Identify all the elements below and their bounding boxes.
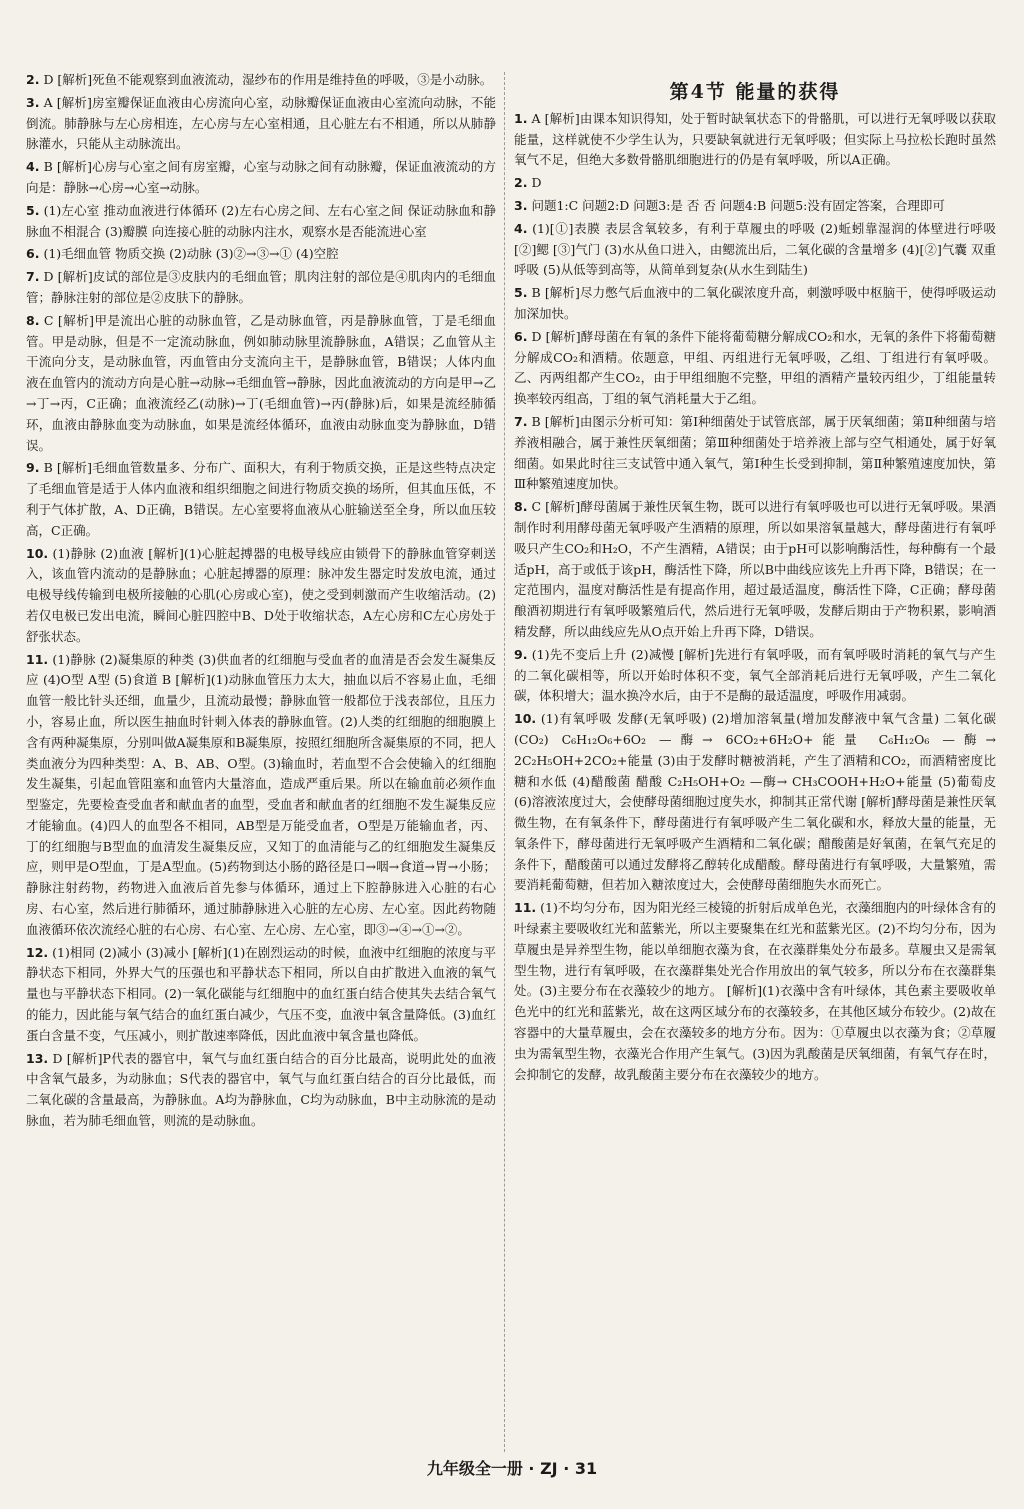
- answer-number: 13.: [26, 1050, 49, 1066]
- answer-text: B [解析]心房与心室之间有房室瓣，心室与动脉之间有动脉瓣，保证血液流动的方向是：静脉→心房→心室→动脉。: [26, 159, 496, 195]
- answer-text: D [解析]死鱼不能观察到血液流动，湿纱布的作用是维持鱼的呼吸，③是小动脉。: [43, 72, 493, 87]
- answer-item: [26, 458, 496, 541]
- answer-item: [514, 196, 996, 217]
- answer-number: 6.: [514, 328, 528, 344]
- answer-item: [514, 645, 996, 707]
- answer-number: 3.: [26, 94, 40, 110]
- answer-number: 9.: [514, 646, 528, 662]
- answer-text: A [解析]由课本知识得知，处于暂时缺氧状态下的骨骼肌，可以进行无氧呼吸以获取能量，这样就使不少学生认为，只要缺氧就进行无氧呼吸；但实际上马拉松长跑时虽然氧气不足，但绝大多数骨骼肌细胞进行的仍是有氧呼吸，所以A正确。: [514, 110, 996, 168]
- answer-text: B [解析]尽力憋气后血液中的二氧化碳浓度升高，刺激呼吸中枢脑干，使得呼吸运动加深加快。: [514, 285, 996, 321]
- answer-item: [26, 93, 496, 155]
- answer-text: (1)相同 (2)减小 (3)减小 [解析](1)在剧烈运动的时候，血液中红细胞的浓度与平静状态下相同，外界大气的压强也和平静状态下相同，所以自由扩散进入血液的氧气量也与平静状态下相同。(2)一氧化碳能与红细胞中的血红蛋白结合使其失去结合氧气的能力，因此能与氧气结合的血红蛋白减少，气压不变，血液中氧含量降低。(3)血红蛋白含量不变，气压减小，则扩散速率降低，因此血液中氧含量也降低。: [26, 944, 496, 1043]
- answer-number: 5.: [26, 202, 40, 218]
- section-title: 第4节 能量的获得: [669, 81, 841, 103]
- answer-item: [514, 219, 996, 281]
- answer-text: A [解析]房室瓣保证血液由心房流向心室，动脉瓣保证血液由心室流向动脉，不能倒流。肺静脉与左心房相连，左心房与左心室相通，且心脏左右不相通，所以从肺静脉灌水，只能从主动脉流出。: [26, 94, 496, 152]
- answer-text: (1)[①]表膜 表层含氧较多，有利于草履虫的呼吸 (2)蚯蚓靠湿润的体壁进行呼吸 [②]鳃 [③]气门 (3)水从鱼口进入，由鳃流出后，二氧化碳的含量增多 (4)[②]气囊 双重呼吸 (5)从低等到高等，从简单到复杂(从水生到陆生): [514, 220, 996, 278]
- answer-number: 3.: [514, 197, 528, 213]
- answer-item: [26, 650, 496, 941]
- answer-item: [514, 709, 996, 896]
- answer-text: D: [531, 175, 542, 191]
- answer-text: D [解析]酵母菌在有氧的条件下能将葡萄糖分解成CO₂和水，无氧的条件下将葡萄糖分解成CO₂和酒精。依题意，甲组、丙组进行无氧呼吸，乙组、丁组进行有氧呼吸。乙、丙两组都产生CO₂，由于甲组细胞不完整，甲组的酒精产量较丙组少，丁组能量转换率较丙组高，丁组的氧气消耗量大于乙组。: [514, 328, 996, 407]
- answer-text: B [解析]由图示分析可知：第Ⅰ种细菌处于试管底部，属于厌氧细菌；第Ⅱ种细菌与培养液相融合，属于兼性厌氧细菌；第Ⅲ种细菌处于培养液上部与空气相通处，属于好氧细菌。如果此时往三支试管中通入氧气，第Ⅰ种生长受到抑制，第Ⅱ种繁殖速度加快，第Ⅲ种繁殖速度加快。: [514, 413, 996, 492]
- left-column: [26, 70, 496, 1134]
- page-footer: 九年级全一册 · ZJ · 31: [426, 1459, 598, 1478]
- answer-number: 11.: [26, 651, 49, 667]
- answer-text: D [解析]P代表的器官中，氧气与血红蛋白结合的百分比最高，说明此处的血液中含氧气最多，为动脉血；S代表的器官中，氧气与血红蛋白结合的百分比最低，而二氧化碳的含量最高，为静脉血。A均为静脉血，C均为动脉血，B中主动脉流的是动脉血，若为肺毛细血管，则流的是动脉血。: [26, 1050, 496, 1129]
- answer-number: 8.: [26, 312, 40, 328]
- answer-item: [514, 412, 996, 495]
- right-column: [514, 70, 996, 1087]
- answer-item: [26, 201, 496, 243]
- answer-number: 10.: [514, 711, 537, 727]
- answer-item: [26, 70, 496, 91]
- answer-item: [26, 157, 496, 199]
- answer-item: [514, 898, 996, 1085]
- answer-text: C [解析]甲是流出心脏的动脉血管，乙是动脉血管，丙是静脉血管，丁是毛细血管。甲是动脉，但是不一定流动脉血，例如肺动脉里流静脉血，A错误；乙血管从主干流向分支，是动脉血管，丙血管由分支流向主干，是静脉血管，B错误；人体内血液在血管内的流动方向是心脏→动脉→毛细血管→静脉，因此血液流动的方向是甲→乙→丁→丙，C正确；血液流经乙(动脉)→丁(毛细血管)→丙(静脉)后，如果是流经肺循环，血液由静脉血变为动脉血，如果是流经体循环，血液由动脉血变为静脉血，D错误。: [26, 312, 496, 453]
- answer-number: 4.: [26, 159, 40, 175]
- answer-number: 10.: [26, 545, 49, 561]
- answer-number: 11.: [514, 900, 537, 916]
- answer-number: 7.: [514, 413, 528, 429]
- answer-number: 6.: [26, 246, 40, 262]
- answer-number: 4.: [514, 220, 528, 236]
- answer-text: (1)不均匀分布，因为阳光经三棱镜的折射后成单色光，衣藻细胞内的叶绿体含有的叶绿素主要吸收红光和蓝紫光，所以主要聚集在红光和蓝紫光区。(2)不均匀分布，因为草履虫是异养型生物，能以单细胞衣藻为食，在衣藻群集处分布最多。草履虫又是需氧型生物，进行有氧呼吸，在衣藻群集处光合作用放出的氧气较多，所以分布在衣藻群集处。(3)主要分布在衣藻较少的地方。 [解析](1)衣藻中含有叶绿体，其色素主要吸收单色光中的红光和蓝紫光，故在这两区域分布的衣藻较多，在其他区域分布较少。(2)故在容器中的大量草履虫，会在衣藻较多的地方分布。因为：①草履虫以衣藻为食；②草履虫为需氧型生物，衣藻光合作用产生氧气。(3)因为乳酸菌是厌氧细菌，有氧气存在时，会抑制它的发酵，故乳酸菌主要分布在衣藻较少的地方。: [514, 900, 996, 1082]
- answer-text: (1)左心室 推动血液进行体循环 (2)左右心房之间、左右心室之间 保证动脉血和静脉血不相混合 (3)瓣膜 向连接心脏的动脉内注水，观察水是否能流进心室: [26, 202, 496, 239]
- answer-number: 2.: [26, 72, 40, 87]
- answer-text: (1)毛细血管 物质交换 (2)动脉 (3)②→③→① (4)空腔: [43, 246, 339, 262]
- answer-item: [26, 267, 496, 309]
- answer-item: [514, 283, 996, 325]
- answer-text: B [解析]毛细血管数量多、分布广、面积大，有利于物质交换，正是这些特点决定了毛细血管是适于人体内血液和组织细胞之间进行物质交换的场所，但其血压低，不利于气体扩散，A、D正确，B错误。左心室要将血液从心脏输送至全身，所以血压较高，C正确。: [26, 460, 496, 538]
- answer-item: [26, 943, 496, 1047]
- answer-text: (1)静脉 (2)凝集原的种类 (3)供血者的红细胞与受血者的血清是否会发生凝集反应 (4)O型 A型 (5)食道 B [解析](1)动脉血管压力太大，抽血以后不容易止血，毛细血管一般比针头还细，血量少，且流动最慢；静脉血管一般都位于浅表部位，且压力小，容易止血，所以医生抽血时针刺入体表的静脉血管。(2)人类的红细胞的细胞膜上含有两种凝集原，分别叫做A凝集原和B凝集原，按照红细胞所含凝集原的不同，把人类血液分为四种类型：A、B、AB、O型。(3)输血时，若血型不合会使输入的红细胞发生凝集，引起血管阻塞和血管内大量溶血，造成严重后果。所以在输血前必须作血型鉴定，先要检查受血者和献血者的血型，受血者和献血者的红细胞不发生凝集反应才能输血。(4)四人的血型各不相同，AB型是万能受血者，O型是万能输血者，丙、丁的红细胞与B型血的血清发生凝集反应，又知丁的血清能与乙的红细胞发生凝集反应，则甲是O型血，丁是A型血。(5)药物到达小肠的路径是口→咽→食道→胃→小肠；静脉注射药物，药物进入血液后首先参与体循环，通过上下腔静脉进入心脏的右心房、右心室，然后进行肺循环，通过肺静脉进入心脏的左心房、左心室。因此药物随血液循环依次流经心脏的右心房、右心室、左心房、左心室，即③→④→①→②。: [26, 651, 496, 937]
- answer-number: 8.: [514, 499, 528, 515]
- answer-number: 9.: [26, 460, 40, 476]
- answer-item: [26, 311, 496, 457]
- answer-item: [26, 244, 496, 265]
- answer-text: D [解析]皮试的部位是③皮肤内的毛细血管；肌肉注射的部位是④肌肉内的毛细血管；静脉注射的部位是②皮肤下的静脉。: [26, 269, 496, 305]
- answer-item: [514, 173, 996, 194]
- answer-number: 1.: [514, 110, 528, 126]
- answer-item: [514, 109, 996, 171]
- answer-text: 问题1:C 问题2:D 问题3:是 否 否 问题4:B 问题5:没有固定答案，合理即可: [531, 197, 945, 213]
- right-items: [514, 109, 996, 1086]
- answer-number: 12.: [26, 944, 49, 960]
- answer-item: [514, 497, 996, 643]
- answer-number: 5.: [514, 285, 528, 301]
- answer-text: (1)有氧呼吸 发酵(无氧呼吸) (2)增加溶氧量(增加发酵液中氧气含量) 二氧化碳(CO₂) C₆H₁₂O₆+6O₂ —酶→ 6CO₂+6H₂O+能量 C₆H₁₂O₆ —酶→ 2C₂H₅OH+2CO₂+能量 (3)由于发酵时糖被消耗，产生了酒精和CO₂，而酒精密度比糖和水低 (4)醋酸菌 醋酸 C₂H₅OH+O₂ —酶→ CH₃COOH+H₂O+能量 (5)葡萄皮 (6)溶液浓度过大，会使酵母菌细胞过度失水，抑制其正常代谢 [解析]酵母菌是兼性厌氧微生物，在有氧条件下，酵母菌进行有氧呼吸产生二氧化碳和水，释放大量的能量，无氧条件下，酵母菌进行无氧呼吸产生酒精和二氧化碳；醋酸菌是好氧菌，在氧气充足的条件下，醋酸菌可以通过发酵将乙醇转化成醋酸。酵母菌进行有氧呼吸，大量繁殖，需要消耗葡萄糖，但若加入糖浓度过大，会使酵母菌细胞失水而死亡。: [514, 711, 996, 893]
- answer-item: [514, 327, 996, 410]
- column-divider: [504, 72, 505, 1452]
- answer-text: C [解析]酵母菌属于兼性厌氧生物，既可以进行有氧呼吸也可以进行无氧呼吸。果酒制作时利用酵母菌无氧呼吸产生酒精的原理，所以如果溶氧量越大，酵母菌进行有氧呼吸只产生CO₂和H₂O，不产生酒精，A错误；由于pH可以影响酶活性，每种酶有一个最适pH，高于或低于该pH，酶活性下降，所以B中曲线应该先上升再下降，B错误；在一定范围内，温度对酶活性是有提高作用，超过最适温度，酶活性下降，C正确；酵母菌酿酒初期进行有氧呼吸繁殖后代，然后进行无氧呼吸，发酵后期由于产物积累，影响酒精发酵，所以曲线应先从O点开始上升再下降，D错误。: [514, 499, 996, 639]
- answer-number: 2.: [514, 175, 528, 191]
- answer-text: (1)先不变后上升 (2)减慢 [解析]先进行有氧呼吸，而有氧呼吸时消耗的氧气与产生的二氧化碳相等，所以开始时体积不变，氧气全部消耗后进行无氧呼吸，产生二氧化碳，体积增大；温水换冷水后，由于不是酶的最适温度，呼吸作用减弱。: [514, 646, 996, 704]
- answer-item: [26, 544, 496, 648]
- answer-item: [26, 1049, 496, 1132]
- answer-number: 7.: [26, 269, 40, 285]
- answer-text: (1)静脉 (2)血液 [解析](1)心脏起搏器的电极导线应由锁骨下的静脉血管穿刺送入，该血管内流动的是静脉血；心脏起搏器的原理：脉冲发生器定时发放电流，通过电极导线传输到电极所接触的心肌(心房或心室)，使之受到刺激而产生收缩活动。(2)若仅电极已发出电流，瞬间心脏四腔中B、D处于收缩状态，A左心房和C左心房处于舒张状态。: [26, 545, 496, 644]
